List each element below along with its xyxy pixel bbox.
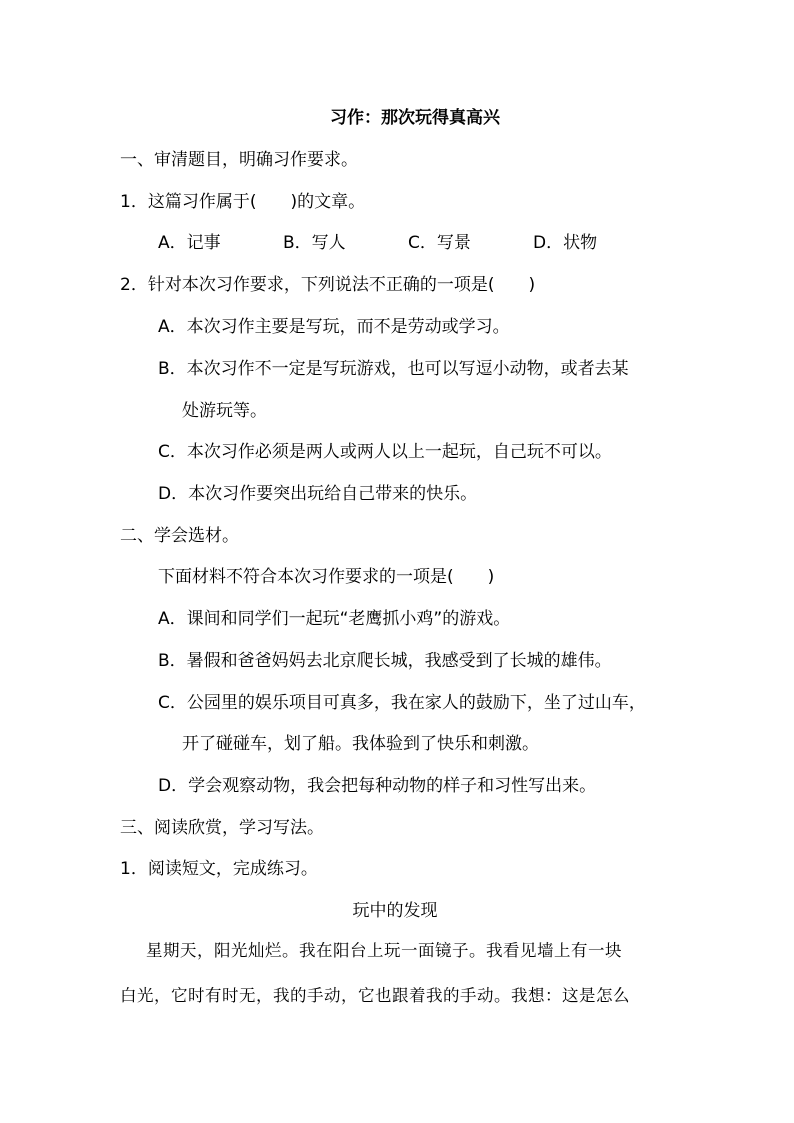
s2-option-a: A．课间和同学们一起玩“老鹰抓小鸡”的游戏。 (158, 609, 511, 629)
q2-option-a: A．本次习作主要是写玩，而不是劳动或学习。 (158, 317, 510, 337)
s2-option-c-continued: 开了碰碰车，划了船。我体验到了快乐和刺激。 (182, 734, 539, 754)
question-2-stem: 2．针对本次习作要求，下列说法不正确的一项是( ) (120, 275, 536, 295)
question-1-stem: 1．这篇习作属于( )的文章。 (120, 192, 366, 212)
passage-title: 玩中的发现 (352, 901, 438, 921)
q1-option-b: B．写人 (283, 233, 346, 253)
q2-option-b-continued: 处游玩等。 (182, 401, 267, 421)
q1-option-a: A．记事 (158, 233, 221, 253)
q2-option-b: B．本次习作不一定是写玩游戏，也可以写逗小动物，或者去某 (158, 359, 629, 379)
passage-line-2: 白光，它时有时无，我的手动，它也跟着我的手动。我想：这是怎么 (120, 986, 630, 1005)
section-2-stem: 下面材料不符合本次习作要求的一项是( ) (158, 567, 495, 587)
s2-option-d: D．学会观察动物，我会把每种动物的样子和习性写出来。 (158, 776, 597, 796)
section-2-heading: 二、学会选材。 (120, 526, 239, 546)
section-3-heading: 三、阅读欣赏，学习写法。 (120, 818, 324, 838)
s2-option-b: B．暑假和爸爸妈妈去北京爬长城，我感受到了长城的雄伟。 (158, 651, 612, 671)
s2-option-c: C．公园里的娱乐项目可真多，我在家人的鼓励下，坐了过山车， (158, 693, 646, 713)
q2-option-c: C．本次习作必须是两人或两人以上一起玩，自己玩不可以。 (158, 442, 612, 462)
q1-option-c: C．写景 (408, 233, 471, 253)
page-title: 习作：那次玩得真高兴 (330, 108, 500, 128)
section-3-question-1-stem: 1．阅读短文，完成练习。 (120, 859, 318, 879)
q2-option-d: D．本次习作要突出玩给自己带来的快乐。 (158, 484, 478, 504)
section-1-heading: 一、审清题目，明确习作要求。 (120, 150, 358, 170)
passage-line-1: 星期天，阳光灿烂。我在阳台上玩一面镜子。我看见墙上有一块 (146, 941, 622, 960)
q1-option-d: D．状物 (533, 233, 598, 253)
